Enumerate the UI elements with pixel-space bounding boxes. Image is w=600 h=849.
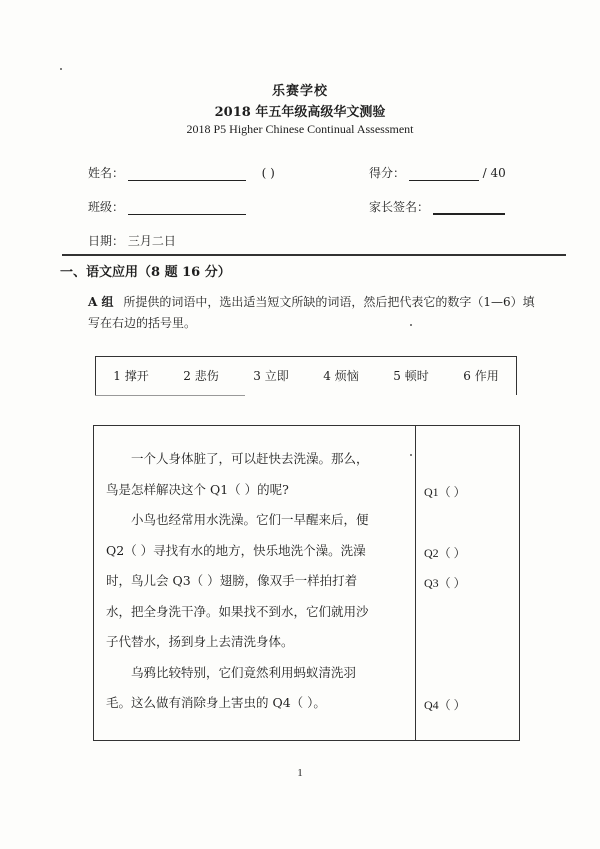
date-value: 三月二日 xyxy=(127,234,176,248)
answer-column-divider xyxy=(415,426,416,740)
group-label: A 组 xyxy=(88,295,114,309)
answer-q1[interactable]: Q1（ ） xyxy=(424,485,466,499)
passage-box xyxy=(93,425,520,741)
name-label: 姓名： xyxy=(88,166,125,180)
parent-sign-field-row xyxy=(369,198,505,215)
word-bank-bottom-line xyxy=(95,395,245,396)
instruction-paragraph xyxy=(88,292,543,334)
passage-line: 一个人身体脏了，可以赶快去洗澡。那么， xyxy=(131,451,369,466)
passage-line: 时，鸟儿会 Q3（ ）翅膀，像双手一样拍打着 xyxy=(106,573,358,588)
page-number: 1 xyxy=(297,767,303,779)
passage-line: 小鸟也经常用水洗澡。它们一早醒来后，便 xyxy=(131,512,369,527)
passage-line: 子代替水，扬到身上去清洗身体。 xyxy=(106,634,294,649)
word-bank-box xyxy=(95,356,517,395)
parent-sign-label: 家长签名： xyxy=(369,200,430,214)
scan-speck xyxy=(410,454,412,456)
school-name: 乐赛学校 xyxy=(271,84,328,99)
word-bank-item: 4 烦恼 xyxy=(323,369,359,383)
word-bank-list xyxy=(96,367,516,384)
passage-line: 鸟是怎样解决这个 Q1（ ）的呢? xyxy=(106,481,289,497)
word-bank-item: 6 作用 xyxy=(463,369,499,383)
score-field-row xyxy=(369,164,506,181)
passage-line: 乌鸦比较特别，它们竟然利用蚂蚁清洗羽 xyxy=(131,664,357,680)
parent-sign-blank[interactable] xyxy=(433,199,505,215)
score-blank[interactable] xyxy=(409,166,479,181)
date-label: 日期： xyxy=(88,234,125,248)
class-label: 班级： xyxy=(88,200,125,214)
word-bank-item: 1 撑开 xyxy=(113,369,149,383)
passage-line: 水，把全身洗干净。如果找不到水，它们就用沙 xyxy=(106,603,369,619)
score-label: 得分： xyxy=(369,166,406,180)
scan-speck xyxy=(60,68,62,70)
score-total: / 40 xyxy=(482,166,506,180)
word-bank-item: 3 立即 xyxy=(253,369,289,383)
date-field-row xyxy=(88,232,176,249)
test-title-chinese: 2018 年五年级高级华文测验 xyxy=(214,105,386,120)
word-bank-item: 5 顿时 xyxy=(393,369,429,383)
passage-line: 毛。这么做有消除身上害虫的 Q4（ ）。 xyxy=(106,695,326,710)
name-field-row xyxy=(88,164,275,181)
answer-q4[interactable]: Q4（ ） xyxy=(424,698,466,712)
passage-text xyxy=(106,444,406,719)
header-divider xyxy=(62,254,566,256)
name-blank[interactable] xyxy=(128,166,246,181)
section-title: 一、语文应用（8 题 16 分） xyxy=(60,265,231,280)
word-bank-item: 2 悲伤 xyxy=(183,369,219,383)
instruction-text: 所提供的词语中，选出适当短文所缺的词语，然后把代表它的数字（1—6）填写在右边的括号里。 xyxy=(88,295,535,330)
passage-line: Q2（ ）寻找有水的地方，快乐地洗个澡。洗澡 xyxy=(106,542,366,558)
scan-speck xyxy=(410,324,412,326)
answer-q3[interactable]: Q3（ ） xyxy=(424,576,466,590)
answer-q2[interactable]: Q2（ ） xyxy=(424,546,466,560)
class-field-row xyxy=(88,198,246,215)
test-title-english: 2018 P5 Higher Chinese Continual Assessment xyxy=(186,122,414,136)
name-index-paren: ( ) xyxy=(261,166,275,180)
class-blank[interactable] xyxy=(128,200,246,215)
